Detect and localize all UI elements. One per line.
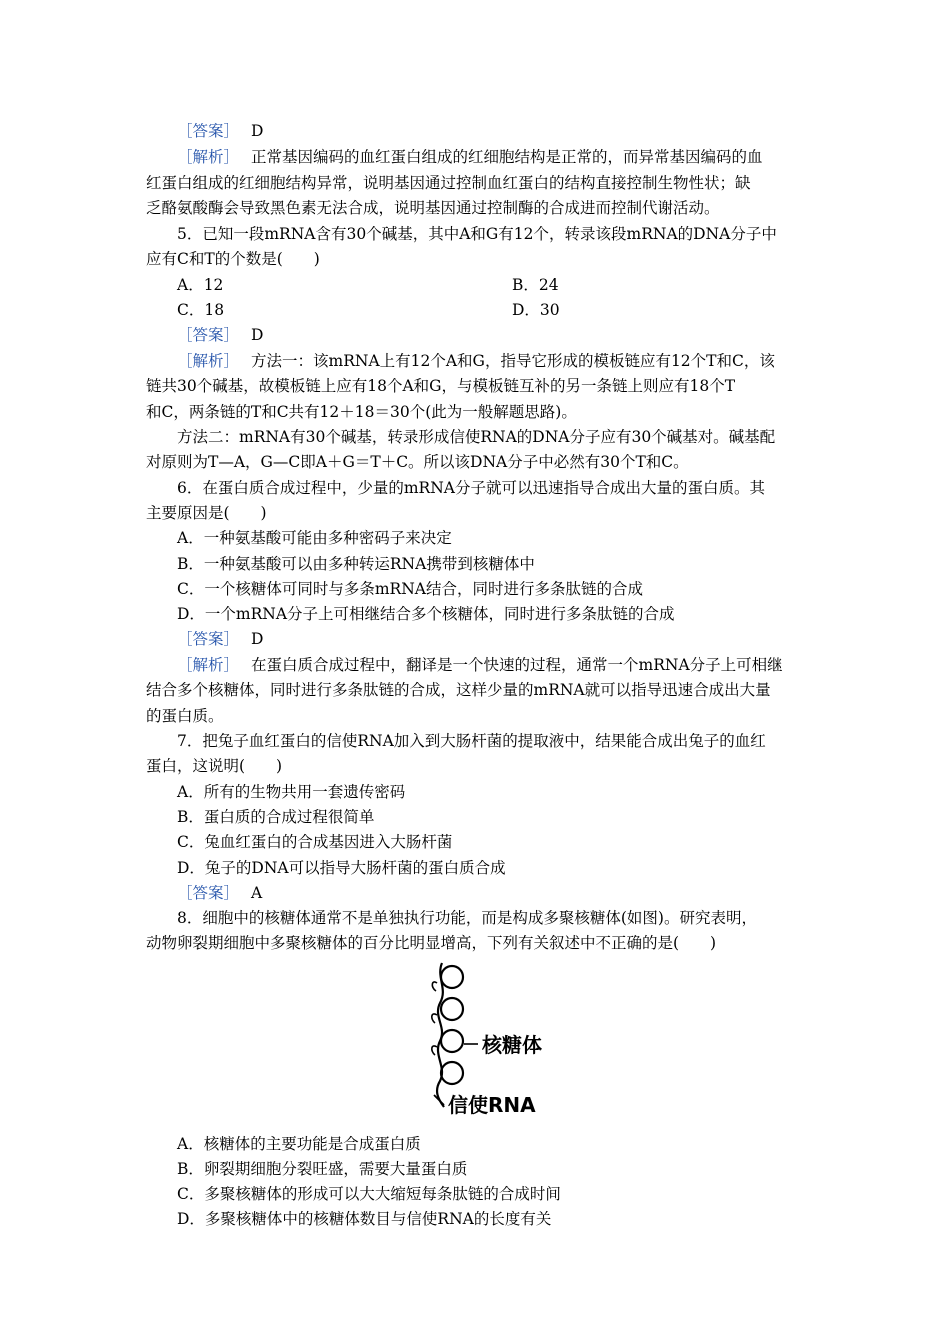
analysis-text: 乏酪氨酸酶会导致黑色素无法合成，说明基因通过控制酶的合成进而控制代谢活动。 xyxy=(146,199,720,217)
question-stem: 5．已知一段mRNA含有30个碱基，其中A和G有12个，转录该段mRNA的DNA分子中 xyxy=(177,225,777,243)
option-c: C．一个核糖体可同时与多条mRNA结合，同时进行多条肽链的合成 xyxy=(177,580,643,598)
analysis-line xyxy=(177,351,775,371)
polyribosome-figure xyxy=(420,955,610,1125)
analysis-tag: ［解析］ xyxy=(177,352,240,370)
analysis-tag: ［解析］ xyxy=(177,656,240,674)
option-c: C．兔血红蛋白的合成基因进入大肠杆菌 xyxy=(177,833,453,851)
analysis-text: 结合多个核糖体，同时进行多条肽链的合成，这样少量的mRNA就可以指导迅速合成出大量 xyxy=(146,681,771,699)
question-stem: 7．把兔子血红蛋白的信使RNA加入到大肠杆菌的提取液中，结果能合成出兔子的血红 xyxy=(177,732,766,750)
option-d: D．多聚核糖体中的核糖体数目与信使RNA的长度有关 xyxy=(177,1210,552,1228)
analysis-tag: ［解析］ xyxy=(177,148,240,166)
question-stem: 8．细胞中的核糖体通常不是单独执行功能，而是构成多聚核糖体(如图)。研究表明， xyxy=(177,909,757,927)
question-stem: 动物卵裂期细胞中多聚核糖体的百分比明显增高，下列有关叙述中不正确的是( ) xyxy=(146,934,717,952)
answer-tag: ［答案］ xyxy=(177,122,240,140)
answer-tag: ［答案］ xyxy=(177,326,240,344)
answer-line xyxy=(177,629,263,649)
analysis-text: 正常基因编码的血红蛋白组成的红细胞结构是正常的，而异常基因编码的血 xyxy=(251,148,763,166)
mrna-label: 信使RNA xyxy=(448,1093,536,1117)
option-a: A．一种氨基酸可能由多种密码子来决定 xyxy=(177,529,452,547)
analysis-text: 和C，两条链的T和C共有12＋18＝30个(此为一般解题思路)。 xyxy=(146,403,577,421)
ribosome xyxy=(441,1030,463,1052)
answer-line xyxy=(177,121,263,141)
option-b: B．卵裂期细胞分裂旺盛，需要大量蛋白质 xyxy=(177,1160,468,1178)
analysis-text: 方法二：mRNA有30个碱基，转录形成信使RNA的DNA分子应有30个碱基对。碱基配 xyxy=(177,428,776,446)
answer-tag: ［答案］ xyxy=(177,884,240,902)
option-c: C．多聚核糖体的形成可以大大缩短每条肽链的合成时间 xyxy=(177,1185,561,1203)
answer-value: D xyxy=(251,630,264,648)
answer-line xyxy=(177,883,262,903)
analysis-text: 方法一：该mRNA上有12个A和G，指导它形成的模板链应有12个T和C，该 xyxy=(251,352,775,370)
polypeptide-chain xyxy=(432,1046,437,1055)
analysis-line xyxy=(177,147,763,167)
answer-line xyxy=(177,325,263,345)
answer-tag: ［答案］ xyxy=(177,630,240,648)
analysis-text: 的蛋白质。 xyxy=(146,707,224,725)
polypeptide-chain xyxy=(432,982,437,991)
question-stem: 蛋白，这说明( ) xyxy=(146,757,283,775)
answer-value: D xyxy=(251,326,264,344)
option-a: A．12 xyxy=(177,276,224,294)
question-stem: 应有C和T的个数是( ) xyxy=(146,250,320,268)
option-d: D．30 xyxy=(512,301,560,319)
analysis-text: 链共30个碱基，故模板链上应有18个A和G，与模板链互补的另一条链上则应有18个T xyxy=(146,377,736,395)
option-d: D．一个mRNA分子上可相继结合多个核糖体，同时进行多条肽链的合成 xyxy=(177,605,675,623)
analysis-text: 红蛋白组成的红细胞结构异常，说明基因通过控制血红蛋白的结构直接控制生物性状；缺 xyxy=(146,174,751,192)
answer-value: D xyxy=(251,122,264,140)
ribosome-label: 核糖体 xyxy=(482,1033,542,1057)
answer-value: A xyxy=(251,884,263,902)
ribosome xyxy=(441,998,463,1020)
option-a: A．所有的生物共用一套遗传密码 xyxy=(177,783,406,801)
analysis-text: 在蛋白质合成过程中，翻译是一个快速的过程，通常一个mRNA分子上可相继 xyxy=(251,656,783,674)
polypeptide-chain xyxy=(432,1014,437,1023)
question-stem: 6．在蛋白质合成过程中，少量的mRNA分子就可以迅速指导合成出大量的蛋白质。其 xyxy=(177,479,765,497)
option-a: A．核糖体的主要功能是合成蛋白质 xyxy=(177,1135,421,1153)
option-d: D．兔子的DNA可以指导大肠杆菌的蛋白质合成 xyxy=(177,859,506,877)
option-c: C．18 xyxy=(177,301,225,319)
option-b: B．蛋白质的合成过程很简单 xyxy=(177,808,375,826)
analysis-line xyxy=(177,655,783,675)
question-stem: 主要原因是( ) xyxy=(146,504,267,522)
analysis-text: 对原则为T—A，G—C即A＋G＝T＋C。所以该DNA分子中必然有30个T和C。 xyxy=(146,453,689,471)
option-b: B．一种氨基酸可以由多种转运RNA携带到核糖体中 xyxy=(177,555,535,573)
ribosome xyxy=(441,1062,463,1084)
ribosome xyxy=(441,966,463,988)
option-b: B．24 xyxy=(512,276,559,294)
